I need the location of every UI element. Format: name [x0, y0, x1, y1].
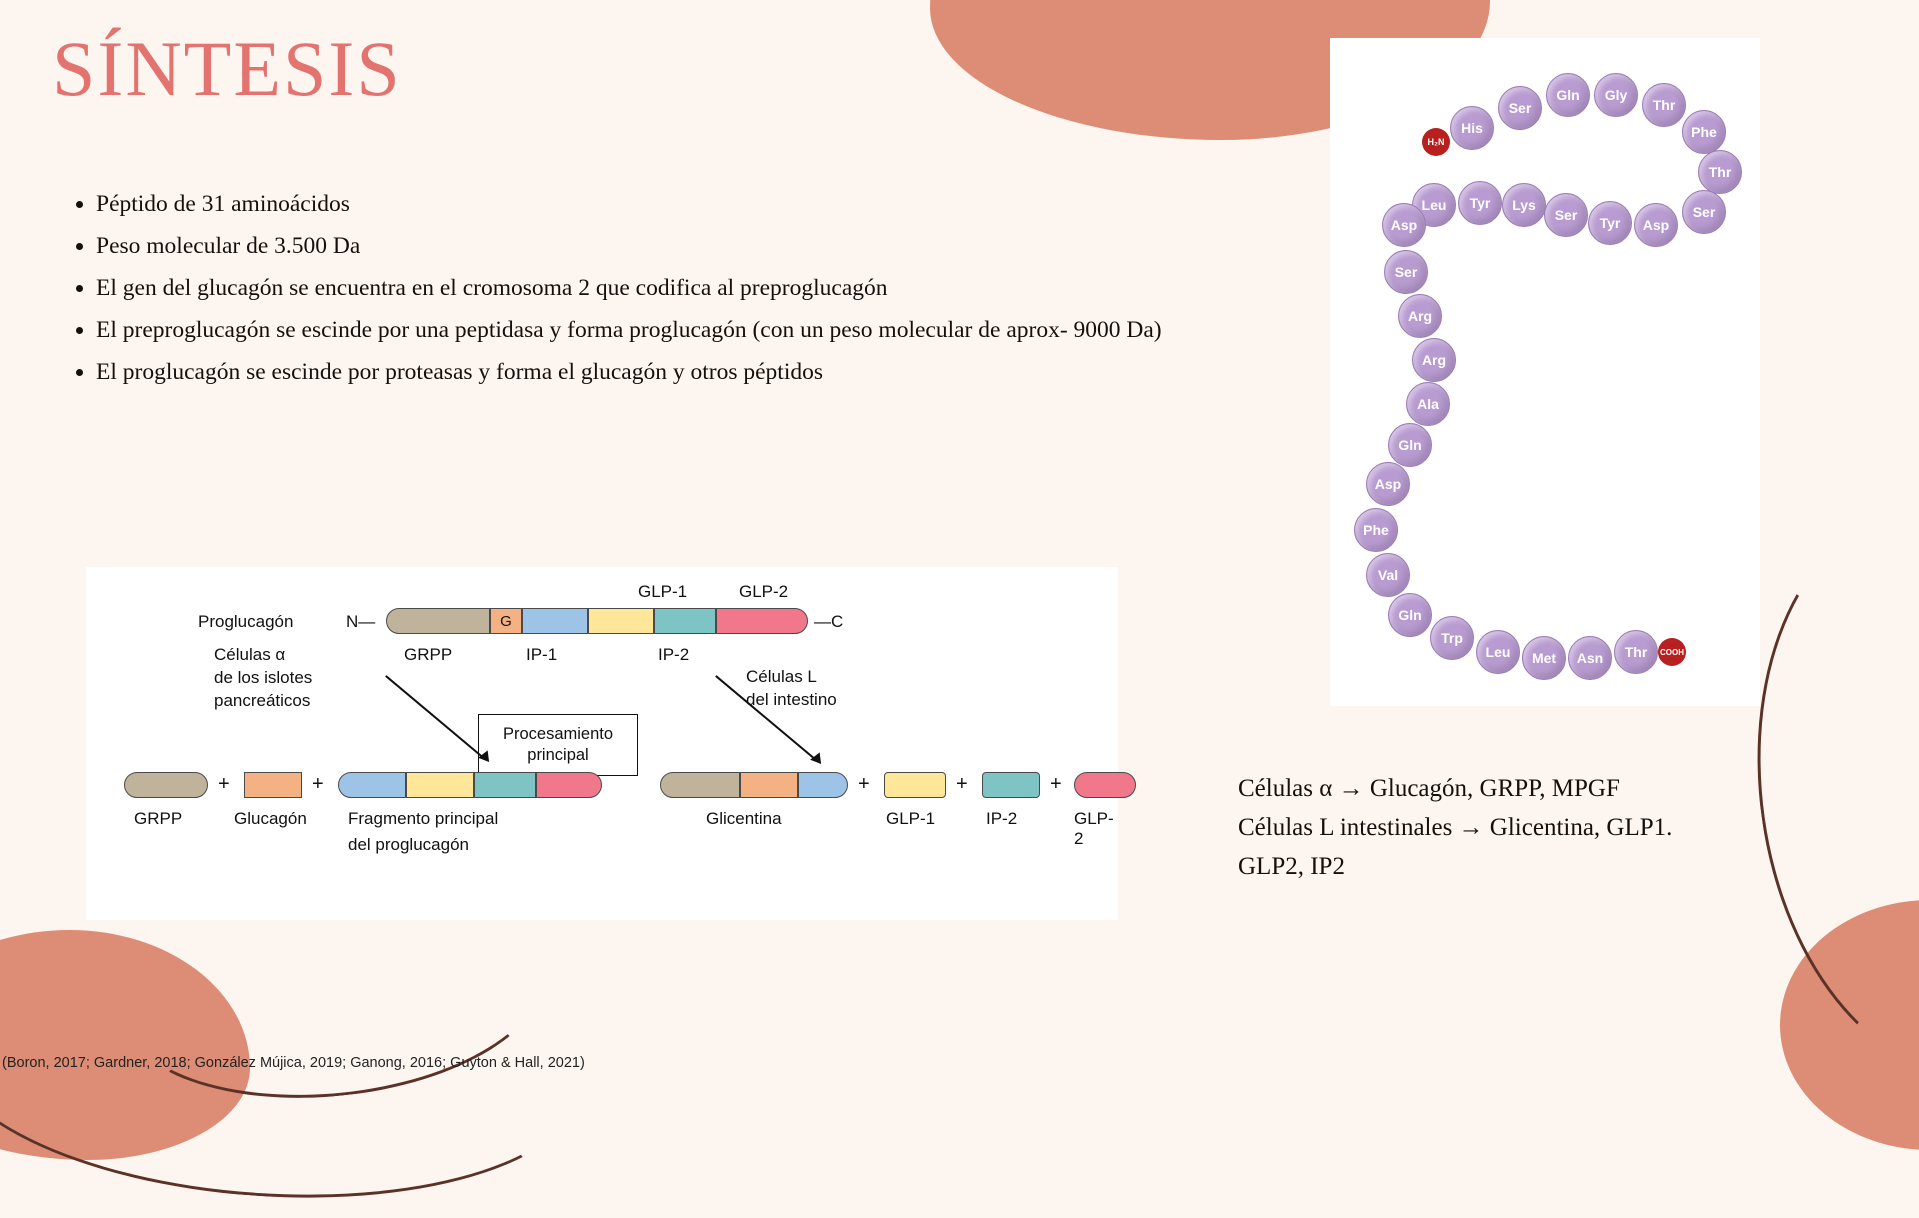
- residue: Tyr: [1458, 181, 1502, 225]
- diagram-arrow-right-head: [810, 752, 826, 767]
- residue: Met: [1522, 636, 1566, 680]
- diagram-processing-box: [478, 714, 638, 776]
- list-item: • Peso molecular de 3.500 Da: [96, 227, 1167, 265]
- list-item: • Péptido de 31 aminoácidos: [96, 185, 1167, 223]
- product-ip2-label: IP-2: [986, 809, 1018, 828]
- diagram-l-cells-line1: Células L: [746, 667, 817, 686]
- product-glp2-bar: [1074, 772, 1136, 798]
- product-glp1-bar: [884, 772, 946, 798]
- residue: Arg: [1398, 294, 1442, 338]
- list-item: • El preproglucagón se escinde por una peptidasa y forma proglucagón (con un peso molecular de aprox- 9000 Da): [96, 311, 1167, 349]
- product-fragment-label-line1: Fragmento principal: [348, 809, 499, 828]
- glucagon-peptide-sequence-image: [1330, 38, 1760, 706]
- diagram-glp1-top-label: GLP-1: [638, 582, 688, 601]
- bullet-list: [62, 185, 1167, 395]
- residue: Ser: [1682, 190, 1726, 234]
- diagram-n-terminus: N—: [346, 612, 376, 631]
- residue: Phe: [1682, 110, 1726, 154]
- residue: Gly: [1594, 73, 1638, 117]
- diagram-processing-text: Procesamiento principal: [502, 725, 614, 764]
- residue: Lys: [1502, 183, 1546, 227]
- notes-line-2: Células L intestinales → Glicentina, GLP1.: [1238, 813, 1673, 841]
- residue: Gln: [1546, 73, 1590, 117]
- bar-segment-ip2: [654, 608, 716, 634]
- product-glicentina-label: Glicentina: [706, 809, 782, 828]
- product-glucagon-bar: [244, 772, 302, 798]
- residue: Ser: [1384, 250, 1428, 294]
- residue: Thr: [1698, 150, 1742, 194]
- residue: Gln: [1388, 593, 1432, 637]
- c-terminus-marker: COOH: [1658, 638, 1686, 666]
- diagram-glp2-top-label: GLP-2: [739, 582, 789, 601]
- diagram-ip2-label: IP-2: [658, 645, 690, 664]
- product-glp2-label: GLP-2: [1074, 809, 1114, 848]
- residue: Asp: [1634, 203, 1678, 247]
- n-terminus-marker: H₂N: [1422, 128, 1450, 156]
- notes-line-1: Células α → Glucagón, GRPP, MPGF: [1238, 775, 1620, 802]
- product-grpp-label: GRPP: [134, 809, 183, 828]
- residue: Ser: [1498, 86, 1542, 130]
- diagram-alpha-cells-line3: pancreáticos: [214, 691, 311, 710]
- residue: Thr: [1614, 630, 1658, 674]
- product-fragment-ip2: [474, 772, 536, 798]
- diagram-alpha-cells-line1: Células α: [214, 645, 286, 664]
- product-fragment-glp2: [536, 772, 602, 798]
- residue: Leu: [1476, 630, 1520, 674]
- plus-sign: +: [858, 773, 870, 795]
- residue: His: [1450, 106, 1494, 150]
- diagram-g-label: G: [500, 612, 512, 630]
- residue: Thr: [1642, 83, 1686, 127]
- residue: Phe: [1354, 508, 1398, 552]
- list-item: • El proglucagón se escinde por proteasas y forma el glucagón y otros péptidos: [96, 353, 1167, 391]
- residue: Asp: [1382, 203, 1426, 247]
- product-glucagon-label: Glucagón: [234, 809, 307, 828]
- diagram-ip1-label: IP-1: [526, 645, 558, 664]
- list-item: • El gen del glucagón se encuentra en el cromosoma 2 que codifica al preproglucagón: [96, 269, 1167, 307]
- residue: Tyr: [1588, 201, 1632, 245]
- bar-segment-grpp: [386, 608, 490, 634]
- diagram-arrow-left-line: [386, 675, 487, 760]
- product-grpp-bar: [124, 772, 208, 798]
- residue: Arg: [1412, 338, 1456, 382]
- page-title: SÍNTESIS: [52, 25, 402, 112]
- product-fragment-glp1: [406, 772, 474, 798]
- residue: Gln: [1388, 423, 1432, 467]
- plus-sign: +: [1050, 773, 1062, 795]
- diagram-arrow-right-line: [716, 675, 818, 761]
- bar-segment-glp2: [716, 608, 808, 634]
- notes-line-3: GLP2, IP2: [1238, 852, 1345, 880]
- diagram-proglucagon-label: Proglucagón: [198, 612, 294, 631]
- product-ip2-bar: [982, 772, 1040, 798]
- diagram-l-cells-line2: del intestino: [746, 690, 837, 709]
- residue: Asp: [1366, 462, 1410, 506]
- product-glicentina-glucagon: [740, 772, 798, 798]
- product-fragment-ip1: [338, 772, 406, 798]
- residue: Ala: [1406, 382, 1450, 426]
- diagram-alpha-cells-line2: de los islotes: [214, 668, 313, 687]
- bar-segment-ip1: [522, 608, 588, 634]
- residue: Val: [1366, 553, 1410, 597]
- residue: Trp: [1430, 616, 1474, 660]
- product-glp1-label: GLP-1: [886, 809, 936, 828]
- product-glicentina-grpp: [660, 772, 740, 798]
- diagram-c-terminus: —C: [814, 612, 844, 631]
- proglucagon-processing-diagram: [86, 567, 1118, 920]
- plus-sign: +: [956, 773, 968, 795]
- bar-segment-glucagon: [490, 608, 522, 634]
- product-fragment-label-line2: del proglucagón: [348, 835, 469, 854]
- product-glicentina-ip1: [798, 772, 848, 798]
- citation-footer: (Boron, 2017; Gardner, 2018; González Mújica, 2019; Ganong, 2016; Guyton & Hall, 2021): [2, 1055, 585, 1071]
- residue: Ser: [1544, 193, 1588, 237]
- diagram-grpp-label: GRPP: [404, 645, 453, 664]
- plus-sign: +: [218, 773, 230, 795]
- residue: Leu: [1412, 183, 1456, 227]
- residue: Asn: [1568, 636, 1612, 680]
- cell-products-notes: [1238, 770, 1898, 886]
- plus-sign: +: [312, 773, 324, 795]
- bar-segment-glp1: [588, 608, 654, 634]
